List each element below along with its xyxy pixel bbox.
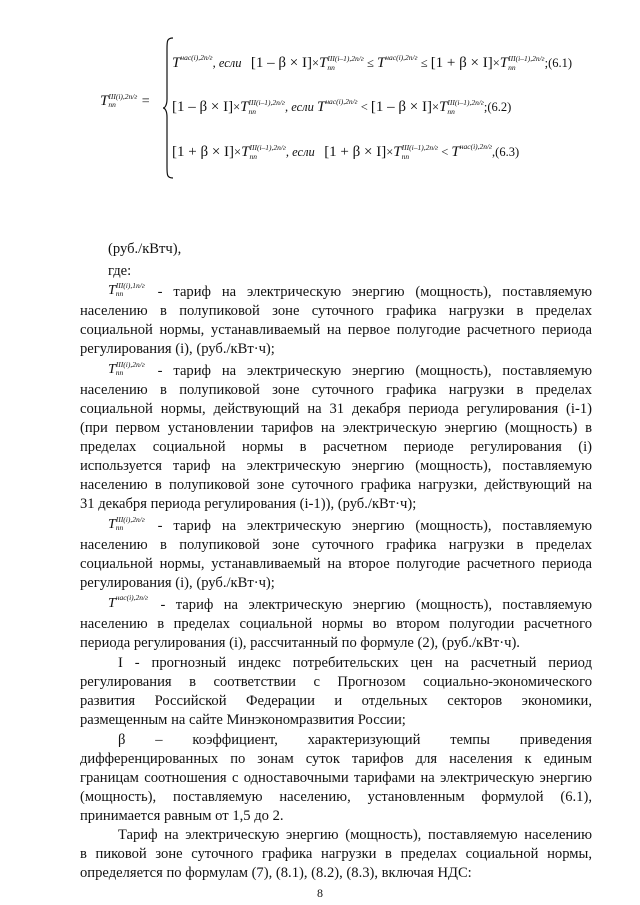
text-line: социальной нормы, устанавливаемый на первое полугодие расчетного периода (80, 322, 592, 338)
text-line: регулирования (i), (руб./кВт·ч); (80, 575, 275, 591)
formula-case-6-3: [1 + β × I]×T III(i–1),2п/г пп , если [1 + β × I]×T III(i–1),2п/г пп < $T^{нас(i),2п/г},(6.3)$ (172, 142, 520, 161)
definition-t-iii-2: T III(i),2п/г пп - тариф на электрическую энергию (мощность), поставляемую (108, 514, 592, 534)
equation-number: ;(6.2) (483, 100, 512, 114)
text-line: регулирования в соответствии с Прогнозом социально-экономического (80, 674, 592, 690)
text-line: населению в полупиковой зоне суточного графика нагрузки в пределах (80, 382, 592, 398)
tariff-symbol: $T^{нас(i),2п/г}$ (108, 593, 149, 612)
text-line: принимается равным от 1,5 до 2. (80, 808, 284, 824)
text-line: развития Российской Федерации и отдельных секторов экономики, (80, 693, 592, 709)
text-line: размещенным на сайте Минэкономразвития России; (80, 712, 406, 728)
text-line: 31 декабря периода регулирования (i-1)), (руб./кВт·ч); (80, 496, 417, 512)
definition-t-nas: $T^{нас(i),2п/г}$ - тариф на электрическую энергию (мощность), поставляемую (108, 593, 592, 613)
equals-sign: = (140, 94, 151, 109)
text-line: периода регулирования (i), рассчитанный по формуле (2), (руб./кВт·ч). (80, 635, 520, 651)
formula-case-6-1: $T^{нас(i),2п/г}$, если [1 – β × I]×T III(i–1),2п/г пп ≤ $T^{нас(i),2п/г} \le [1 + \beta \times I]\times T$ III(i–1),2п/г пп ;(6.1) (172, 53, 573, 72)
formula-lhs: T III(i),2п/г пп = (100, 91, 151, 110)
text-line: используется тариф на электрическую энергию (мощность), поставляемую (80, 458, 592, 474)
tariff-symbol: T III(i),2п/г пп (108, 514, 145, 533)
definition-beta: β – коэффициент, характеризующий темпы приведения (118, 732, 592, 748)
text-line: населению в пределах социальной нормы во втором полугодии расчетного (80, 616, 592, 632)
text-line: социальной нормы, устанавливаемый на второе полугодие расчетного периода (80, 556, 592, 572)
formula-case-6-2: [1 – β × I]×T III(i–1),2п/г пп , если $T^{нас(i),2п/г} < [1 - \beta \times I]\times T$ III(i–1),2п/г пп ;(6.2) (172, 97, 512, 116)
equation-number: ,(6.3) (492, 145, 520, 159)
text-line: (руб./кВтч), (108, 241, 182, 257)
text-line: социальной нормы, действующий на 31 декабря периода регулирования (i-1) (80, 401, 592, 417)
text-line: определяется по формулам (7), (8.1), (8.2), (8.3), включая НДС: (80, 865, 472, 881)
tariff-symbol: T III(i),1п/г пп (108, 280, 145, 299)
definition-index-i: I - прогнозный индекс потребительских цен на расчетный период (118, 655, 592, 671)
text-line: населению в полупиковой зоне суточного графика нагрузки в пределах (80, 303, 592, 319)
page-number: 8 (317, 886, 323, 900)
text-line: регулирования (i), (руб./кВт·ч); (80, 341, 275, 357)
definition-t-iii-1: T III(i),1п/г пп - тариф на электрическую энергию (мощность), поставляемую (108, 280, 592, 300)
definition-t-iii-2-prev: T III(i),2п/г пп - тариф на электрическую энергию (мощность), поставляемую (108, 359, 592, 379)
text-line: границам соотношения с одноставочными тарифами на электрическую энергию (80, 770, 592, 786)
tariff-symbol: T III(i),2п/г пп (108, 359, 145, 378)
text-line: пределах социальной нормы в расчетном периоде регулирования (i) (80, 439, 592, 455)
text-line: населению в полупиковой зоне суточного графика нагрузки в пределах (80, 537, 592, 553)
equation-number: ;(6.1) (544, 56, 573, 70)
text-line: где: (108, 263, 132, 279)
text-line: дифференцированных по зонам суток тарифов для населения к единым (80, 751, 592, 767)
formula-6 (100, 35, 630, 185)
text-line: (при первом установлении тарифов на электрическую энергию (мощность) в (80, 420, 592, 436)
text-line: (мощность), поставляемую населению, установленным формулой (6.1), (80, 789, 592, 805)
text-line: в пиковой зоне суточного графика нагрузки в пределах социальной нормы, (80, 846, 592, 862)
formula-symbol: T (100, 93, 109, 109)
paragraph-peak-tariff: Тариф на электрическую энергию (мощность), поставляемую населению (118, 827, 592, 843)
text-line: населению в полупиковой зоне суточного графика нагрузки, действующий на (80, 477, 592, 493)
